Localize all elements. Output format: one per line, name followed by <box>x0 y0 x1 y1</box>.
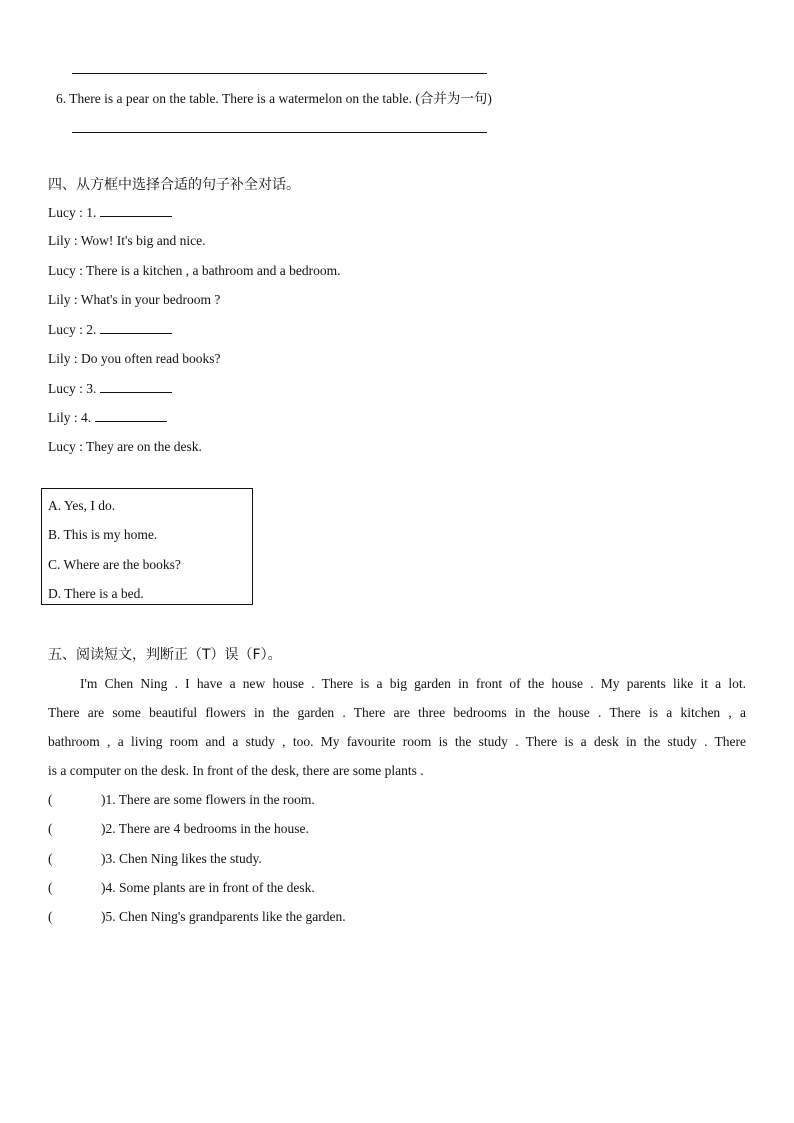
question-6: 6. There is a pear on the table. There is a watermelon on the table. (合并为一句) <box>56 91 492 106</box>
answer-paren-1[interactable]: ( <box>48 792 53 807</box>
answer-blank-2[interactable] <box>100 321 172 334</box>
dialogue-line: Lucy : There is a kitchen , a bathroom and a bedroom. <box>48 263 341 278</box>
option-b: B. This is my home. <box>48 527 158 542</box>
dialogue-text: Lily : 4. <box>48 410 92 425</box>
answer-paren-3[interactable]: ( <box>48 851 53 866</box>
statement-5: )5. Chen Ning's grandparents like the garden. <box>101 909 346 924</box>
answer-line-5[interactable] <box>72 73 487 74</box>
statement-1: )1. There are some flowers in the room. <box>101 792 315 807</box>
statement-2: )2. There are 4 bedrooms in the house. <box>101 821 309 836</box>
dialogue-text: Lucy : 3. <box>48 381 97 396</box>
passage-line: I'm Chen Ning . I have a new house . There is a big garden in front of the house . My parents like it a lot. <box>80 676 746 691</box>
option-a: A. Yes, I do. <box>48 498 116 513</box>
answer-line-6[interactable] <box>72 132 487 133</box>
section-5-title: 五、阅读短文，判断正（T）误（F）。 <box>48 647 282 663</box>
passage-line: There are some beautiful flowers in the garden . There are three bedrooms in the house . There is a kitchen , a <box>48 705 746 720</box>
option-d: D. There is a bed. <box>48 586 144 601</box>
passage-line: is a computer on the desk. In front of the desk, there are some plants . <box>48 763 424 778</box>
section-4-title: 四、从方框中选择合适的句子补全对话。 <box>48 177 300 193</box>
dialogue-line: Lily : What's in your bedroom ? <box>48 292 221 307</box>
statement-4: )4. Some plants are in front of the desk. <box>101 880 315 895</box>
dialogue-line <box>48 409 167 426</box>
option-c: C. Where are the books? <box>48 557 181 572</box>
answer-paren-5[interactable]: ( <box>48 909 53 924</box>
answer-blank-1[interactable] <box>100 204 172 217</box>
passage-line: bathroom , a living room and a study , too. My favourite room is the study . There is a desk in the study . There <box>48 734 746 749</box>
dialogue-text: Lucy : 2. <box>48 322 97 337</box>
dialogue-line <box>48 321 172 338</box>
answer-blank-4[interactable] <box>95 409 167 422</box>
answer-blank-3[interactable] <box>100 380 172 393</box>
dialogue-line <box>48 380 172 397</box>
dialogue-line <box>48 204 172 221</box>
answer-paren-4[interactable]: ( <box>48 880 53 895</box>
statement-3: )3. Chen Ning likes the study. <box>101 851 262 866</box>
dialogue-text: Lucy : 1. <box>48 205 97 220</box>
answer-paren-2[interactable]: ( <box>48 821 53 836</box>
dialogue-line: Lucy : They are on the desk. <box>48 439 202 454</box>
dialogue-line: Lily : Do you often read books? <box>48 351 221 366</box>
dialogue-line: Lily : Wow! It's big and nice. <box>48 233 206 248</box>
